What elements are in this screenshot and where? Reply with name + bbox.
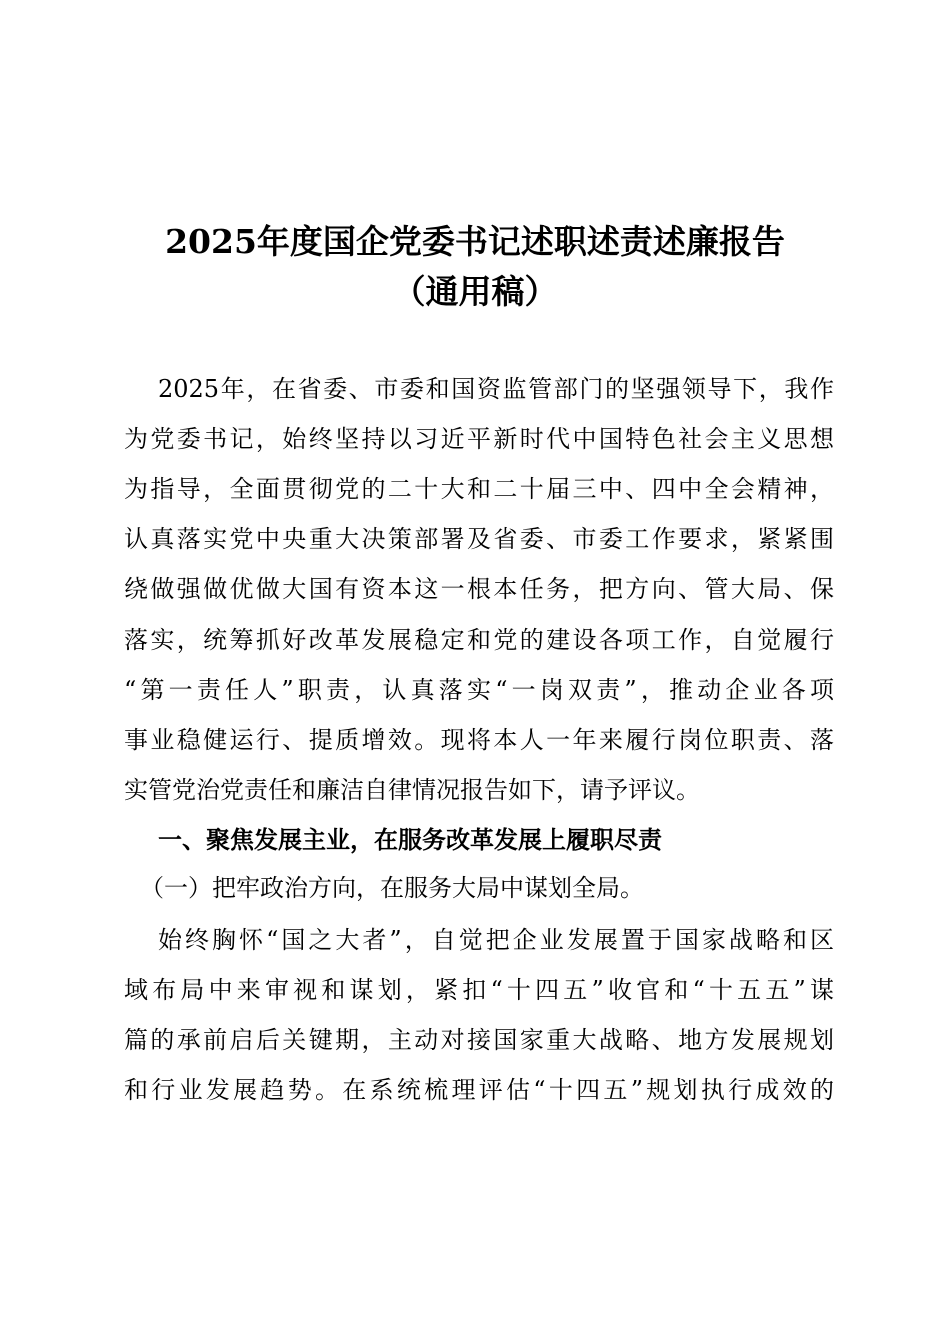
paragraph-line: 绕做强做优做大国有资本这一根本任务，把方向、管大局、保	[124, 575, 834, 603]
paragraph-line: 篇的承前启后关键期，主动对接国家重大战略、地方发展规划	[124, 1026, 834, 1054]
paragraph-line: 2025年，在省委、市委和国资监管部门的坚强领导下，我作	[158, 375, 834, 403]
document-title: 2025年度国企党委书记述职述责述廉报告	[165, 222, 785, 261]
paragraph-line: 始终胸怀“国之大者”，自觉把企业发展置于国家战略和区	[158, 926, 834, 954]
paragraph-line: 为党委书记，始终坚持以习近平新时代中国特色社会主义思想	[124, 425, 834, 453]
paragraph-line: 事业稳健运行、提质增效。现将本人一年来履行岗位职责、落	[124, 726, 834, 754]
paragraph-line: 认真落实党中央重大决策部署及省委、市委工作要求，紧紧围	[124, 525, 834, 553]
section-heading: 一、聚焦发展主业，在服务改革发展上履职尽责	[158, 826, 662, 854]
paragraph-line: 域布局中来审视和谋划，紧扣“十四五”收官和“十五五”谋	[124, 976, 834, 1004]
paragraph-line: “第一责任人”职责，认真落实“一岗双责”，推动企业各项	[124, 676, 834, 704]
paragraph-line: 为指导，全面贯彻党的二十大和二十届三中、四中全会精神，	[124, 475, 834, 503]
paragraph-line: 落实，统筹抓好改革发展稳定和党的建设各项工作，自觉履行	[124, 626, 834, 654]
document-subtitle: （通用稿）	[392, 272, 558, 311]
subsection-heading: （一）把牢政治方向，在服务大局中谋划全局。	[140, 874, 644, 902]
paragraph-line: 实管党治党责任和廉洁自律情况报告如下，请予评议。	[124, 776, 700, 804]
paragraph-line: 和行业发展趋势。在系统梳理评估“十四五”规划执行成效的	[124, 1076, 834, 1104]
